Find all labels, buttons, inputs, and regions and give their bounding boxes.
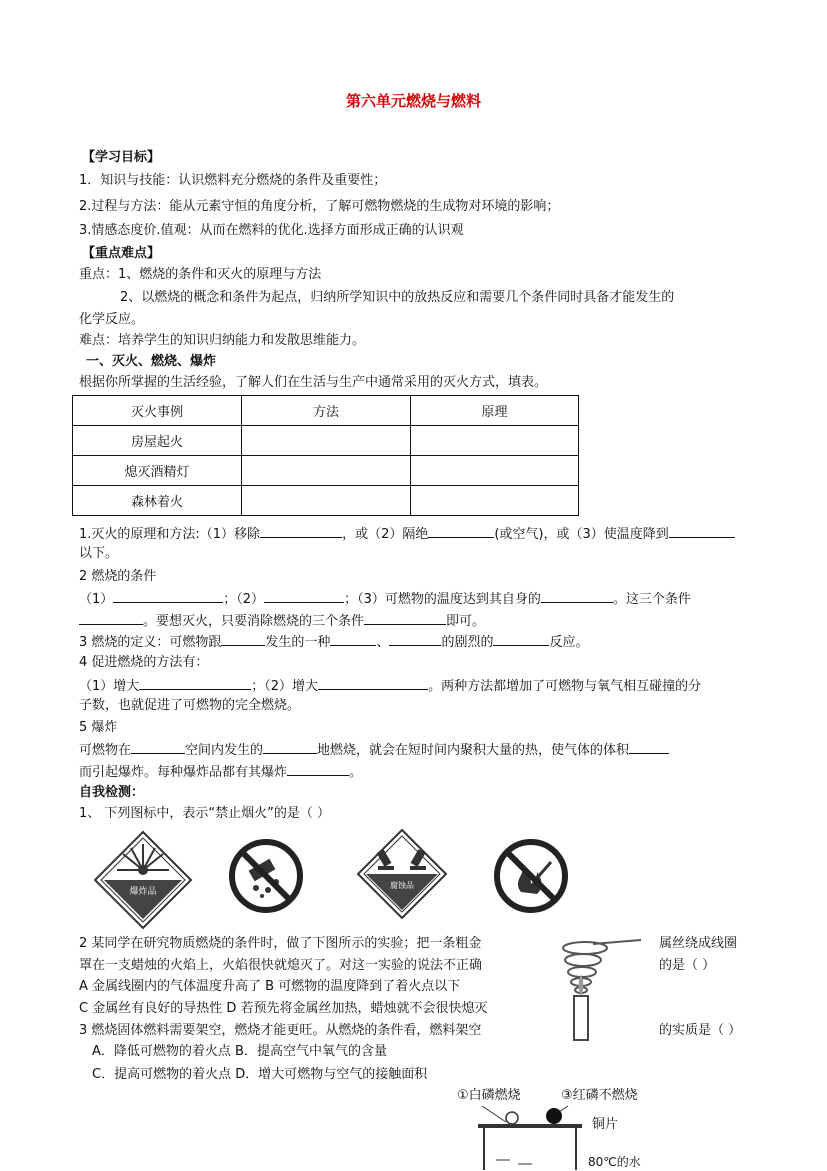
- fill-blank[interactable]: [264, 589, 344, 603]
- q4-heading: 4 促进燃烧的方法有：: [79, 655, 209, 670]
- fill-blank[interactable]: [287, 762, 349, 776]
- table-cell-blank[interactable]: [242, 456, 411, 486]
- q1-line: [79, 524, 735, 543]
- fill-blank[interactable]: [79, 611, 143, 625]
- table-header-row: [73, 396, 579, 426]
- q2-heading: 2 燃烧的条件: [79, 569, 157, 584]
- fill-blank[interactable]: [139, 676, 251, 690]
- q2-text-b: ；（2）: [223, 592, 265, 607]
- table-cell: 森林着火: [73, 486, 242, 516]
- q5-text-c: 地燃烧，就会在短时间内聚积大量的热，使气体的体积: [317, 743, 630, 758]
- q1-line-2: 以下。: [79, 546, 119, 561]
- phosphorus-experiment-illustration: [470, 1098, 590, 1170]
- fire-table: [72, 395, 579, 516]
- q3-text-a: 3 燃烧的定义：可燃物跟: [79, 635, 222, 650]
- fig-label-water: 80℃的水: [588, 1155, 641, 1169]
- table-cell-blank[interactable]: [242, 426, 411, 456]
- goal-item-2: 2.过程与方法：能从元素守恒的角度分析，了解可燃物燃烧的生成物对环境的影响；: [79, 199, 560, 214]
- fill-blank[interactable]: [669, 524, 735, 538]
- table-cell-blank[interactable]: [411, 426, 579, 456]
- selfcheck-q3-line-1: 3 燃烧固体燃料需要架空，燃烧才能更旺。从燃烧的条件看，燃料架空: [79, 1023, 482, 1038]
- table-row: [73, 456, 579, 486]
- fill-blank[interactable]: [263, 740, 317, 754]
- q2-text-a: （1）: [79, 592, 114, 607]
- corrosive-sign-icon[interactable]: [356, 828, 448, 920]
- no-smoking-sign-icon[interactable]: [228, 838, 304, 914]
- fill-blank[interactable]: [113, 589, 223, 603]
- selfcheck-q1: 1、 下列图标中，表示“禁止烟火”的是（ ）: [79, 806, 331, 821]
- fill-blank[interactable]: [364, 611, 446, 625]
- selfcheck-q2-line-1-right: 属丝绕成线圈: [659, 936, 738, 951]
- q2-line-2: [79, 611, 485, 630]
- fill-blank[interactable]: [389, 632, 441, 646]
- selfcheck-q3-option-cd: C．提高可燃物的着火点 D．增大可燃物与空气的接触面积: [92, 1067, 428, 1082]
- fig-label-copper: 铜片: [592, 1117, 619, 1132]
- candle-coil-illustration: [553, 930, 648, 1050]
- selfcheck-q2-option-cd: C 金属丝有良好的导热性 D 若预先将金属丝加热，蜡烛就不会很快熄灭: [79, 1001, 488, 1016]
- q1-text-a: 1.灭火的原理和方法:（1）移除: [79, 527, 261, 542]
- goals-heading: 【学习目标】: [82, 150, 161, 165]
- q2-text-f: 即可。: [446, 614, 486, 629]
- q5-heading: 5 爆炸: [79, 720, 118, 735]
- table-row: [73, 426, 579, 456]
- fill-blank[interactable]: [318, 676, 428, 690]
- selfcheck-q3-line-1-right: 的实质是（ ）: [659, 1023, 742, 1038]
- fill-blank[interactable]: [221, 632, 265, 646]
- q2-text-d: 。这三个条件: [612, 592, 691, 607]
- q3-text-c: 、: [376, 635, 390, 650]
- table-cell-blank[interactable]: [411, 486, 579, 516]
- fill-blank[interactable]: [629, 740, 669, 754]
- fill-blank[interactable]: [260, 524, 342, 538]
- q3-text-b: 发生的一种: [265, 635, 331, 650]
- table-row: [73, 486, 579, 516]
- key-line-4: 难点：培养学生的知识归纳能力和发散思维能力。: [79, 333, 366, 348]
- fill-blank[interactable]: [541, 589, 613, 603]
- goal-item-3: 3.情感态度价.值观：从而在燃料的优化.选择方面形成正确的认识观: [79, 223, 464, 238]
- q5-line: [79, 740, 669, 759]
- fill-blank[interactable]: [428, 524, 494, 538]
- key-heading: 【重点难点】: [82, 246, 161, 261]
- q2-text-e: 。要想灭火，只要消除燃烧的三个条件: [143, 614, 365, 629]
- table-cell-blank[interactable]: [411, 456, 579, 486]
- fill-blank[interactable]: [330, 632, 376, 646]
- table-cell: 房屋起火: [73, 426, 242, 456]
- table-header: 方法: [242, 396, 411, 426]
- section1-heading: 一、灭火、燃烧、爆炸: [86, 354, 217, 369]
- selfcheck-q2-option-ab: A 金属线圈内的气体温度升高了 B 可燃物的温度降到了着火点以下: [79, 979, 461, 994]
- key-line-1: 重点：1、燃烧的条件和灭火的原理与方法: [79, 267, 322, 282]
- section1-intro: 根据你所掌握的生活经验，了解人们在生活与生产中通常采用的灭火方式，填表。: [79, 375, 548, 390]
- q5-text-e: 。: [349, 765, 363, 780]
- q1-text-b: ，或（2）隔绝: [342, 527, 429, 542]
- q3-line: [79, 632, 588, 651]
- q3-text-e: 反应。: [549, 635, 589, 650]
- goal-item-1: 1．知识与技能：认识燃料充分燃烧的条件及重要性；: [79, 173, 387, 188]
- q4-text-b: ；（2）增大: [251, 679, 319, 694]
- page-title: 第六单元燃烧与燃料: [345, 92, 481, 110]
- q2-line: [79, 589, 691, 608]
- fill-blank[interactable]: [131, 740, 185, 754]
- fig-label-red-p: ③红磷不燃烧: [561, 1088, 638, 1103]
- q5-text-a: 可燃物在: [79, 743, 132, 758]
- q5-line-2: [79, 762, 362, 781]
- table-cell: 熄灭酒精灯: [73, 456, 242, 486]
- q3-text-d: 的剧烈的: [441, 635, 494, 650]
- selfcheck-q3-option-ab: A．降低可燃物的着火点 B．提高空气中氧气的含量: [92, 1044, 387, 1059]
- fig-label-white-p: ①白磷燃烧: [457, 1088, 521, 1103]
- selfcheck-heading: 自我检测：: [79, 785, 145, 800]
- selfcheck-q2-line-2-right: 的是（ ）: [659, 958, 716, 973]
- table-header: 原理: [411, 396, 579, 426]
- q2-text-c: ；（3）可燃物的温度达到其自身的: [344, 592, 541, 607]
- q5-text-d: 而引起爆炸。每种爆炸品都有其爆炸: [79, 765, 288, 780]
- q4-line-2: 子数，也就促进了可燃物的完全燃烧。: [79, 698, 301, 713]
- table-cell-blank[interactable]: [242, 486, 411, 516]
- explosive-sign-icon[interactable]: [93, 830, 193, 930]
- q4-line: [79, 676, 701, 695]
- key-line-2: 2、以燃烧的概念和条件为起点，归纳所学知识中的放热反应和需要几个条件同时具备才能发生的: [120, 290, 675, 305]
- fill-blank[interactable]: [493, 632, 549, 646]
- no-fire-sign-icon[interactable]: [493, 838, 569, 914]
- q4-text-a: （1）增大: [79, 679, 140, 694]
- sign-label: 腐蚀品: [390, 881, 414, 890]
- key-line-3: 化学反应。: [79, 312, 145, 327]
- table-header: 灭火事例: [73, 396, 242, 426]
- sign-label: 爆炸品: [129, 887, 157, 897]
- q5-text-b: 空间内发生的: [185, 743, 264, 758]
- q1-text-c: (或空气)，或（3）使温度降到: [494, 527, 669, 542]
- selfcheck-q2-line-2: 罩在一支蜡烛的火焰上，火焰很快就熄灭了。对这一实验的说法不正确: [79, 958, 483, 973]
- q4-text-c: 。两种方法都增加了可燃物与氧气相互碰撞的分: [428, 679, 702, 694]
- selfcheck-q2-line-1: 2 某同学在研究物质燃烧的条件时，做了下图所示的实验；把一条粗金: [79, 936, 482, 951]
